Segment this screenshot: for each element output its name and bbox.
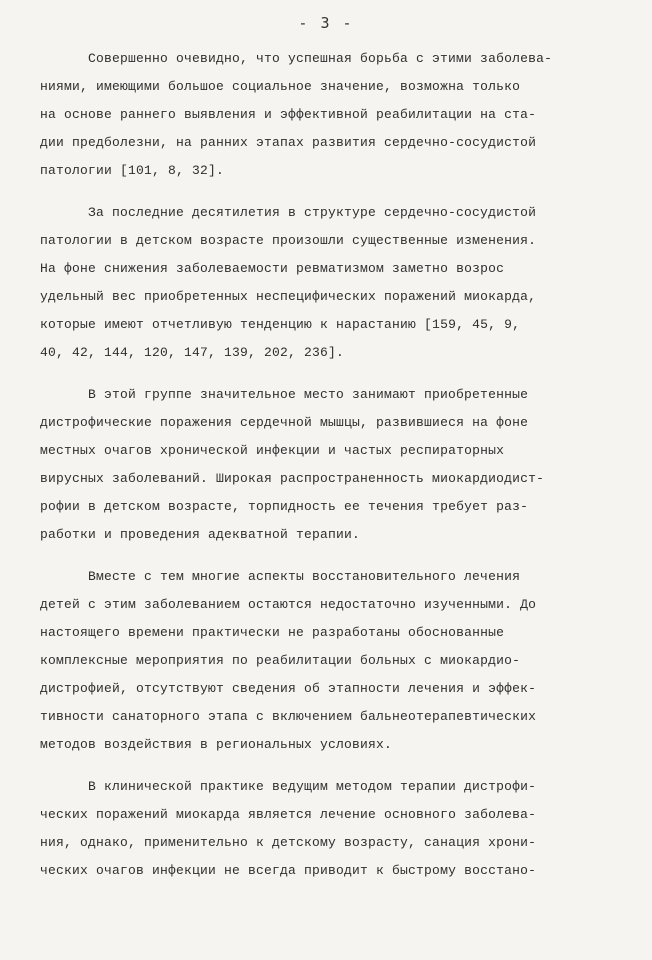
text-line: методов воздействия в региональных условиях. bbox=[40, 737, 393, 752]
text-line: вирусных заболеваний. Широкая распространенность миокардиодист- bbox=[40, 471, 545, 486]
text-line: За последние десятилетия в структуре сердечно-сосудистой bbox=[88, 205, 537, 220]
text-line: тивности санаторного этапа с включением бальнеотерапевтических bbox=[40, 709, 537, 724]
text-line: На фоне снижения заболеваемости ревматизмом заметно возрос bbox=[40, 261, 505, 276]
text-line: 40, 42, 144, 120, 147, 139, 202, 236]. bbox=[40, 345, 345, 360]
text-line: комплексные мероприятия по реабилитации больных с миокардио- bbox=[40, 653, 521, 668]
text-line: дистрофические поражения сердечной мышцы, развившиеся на фоне bbox=[40, 415, 529, 430]
text-line: удельный вес приобретенных неспецифических поражений миокарда, bbox=[40, 289, 537, 304]
text-line: ния, однако, применительно к детскому возрасту, санация хрони- bbox=[40, 835, 537, 850]
text-line: настоящего времени практически не разработаны обоснованные bbox=[40, 625, 505, 640]
text-line: детей с этим заболеванием остаются недостаточно изученными. До bbox=[40, 597, 537, 612]
text-line: ниями, имеющими большое социальное значение, возможна только bbox=[40, 79, 521, 94]
paragraph-1 bbox=[40, 45, 612, 185]
text-line: на основе раннего выявления и эффективной реабилитации на ста- bbox=[40, 107, 537, 122]
paragraph-5 bbox=[40, 773, 612, 885]
text-line: Вместе с тем многие аспекты восстановительного лечения bbox=[88, 569, 521, 584]
text-line: которые имеют отчетливую тенденцию к нарастанию [159, 45, 9, bbox=[40, 317, 521, 332]
text-line: патологии в детском возрасте произошли существенные изменения. bbox=[40, 233, 537, 248]
text-line: патологии [101, 8, 32]. bbox=[40, 163, 225, 178]
text-line: дии предболезни, на ранних этапах развития сердечно-сосудистой bbox=[40, 135, 537, 150]
paragraph-3 bbox=[40, 381, 612, 549]
text-line: дистрофией, отсутствуют сведения об этапности лечения и эффек- bbox=[40, 681, 537, 696]
document-body bbox=[40, 45, 612, 885]
text-line: ческих очагов инфекции не всегда приводит к быстрому восстано- bbox=[40, 863, 537, 878]
text-line: рофии в детском возрасте, торпидность ее течения требует раз- bbox=[40, 499, 529, 514]
text-line: работки и проведения адекватной терапии. bbox=[40, 527, 361, 542]
page-number: - 3 - bbox=[298, 14, 354, 32]
text-line: В клинической практике ведущим методом терапии дистрофи- bbox=[88, 779, 537, 794]
text-line: ческих поражений миокарда является лечение основного заболева- bbox=[40, 807, 537, 822]
text-line: Совершенно очевидно, что успешная борьба с этими заболева- bbox=[88, 51, 553, 66]
text-line: местных очагов хронической инфекции и частых респираторных bbox=[40, 443, 505, 458]
paragraph-4 bbox=[40, 563, 612, 759]
paragraph-2 bbox=[40, 199, 612, 367]
text-line: В этой группе значительное место занимают приобретенные bbox=[88, 387, 529, 402]
